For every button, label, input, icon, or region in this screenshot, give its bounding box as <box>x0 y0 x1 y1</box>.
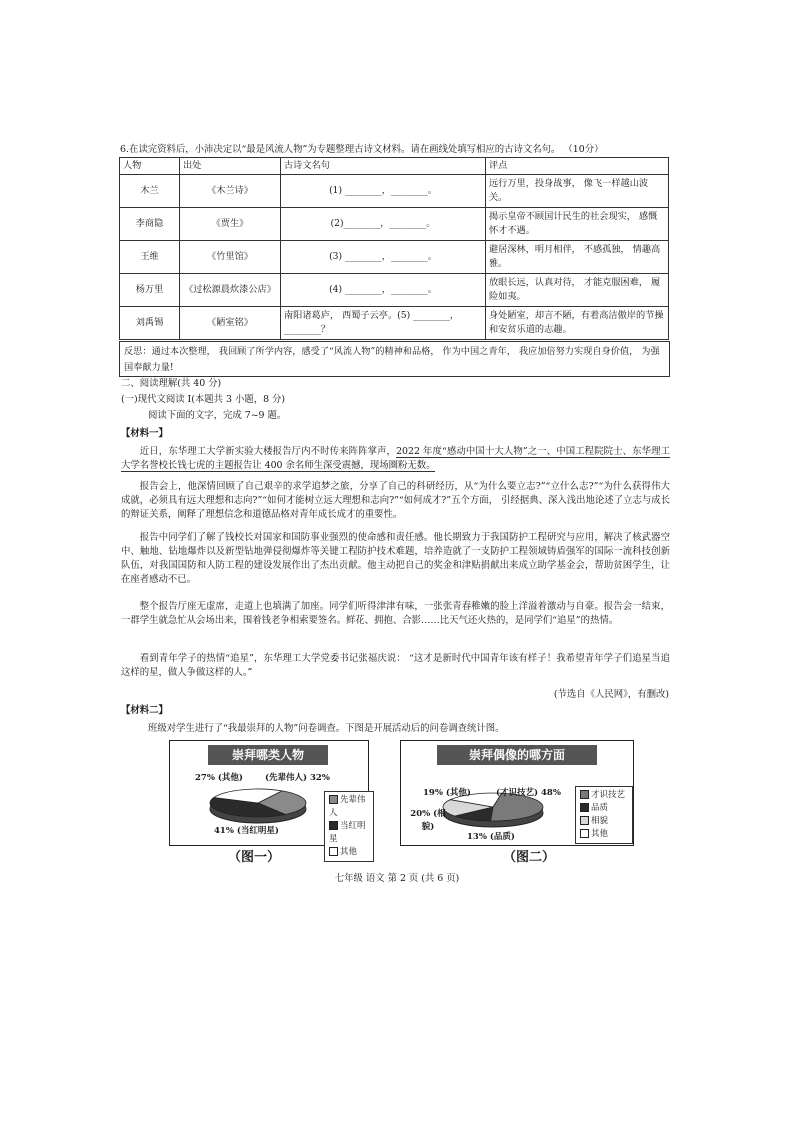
question-6-heading: 6.在读完资料后，小沛决定以“最是风流人物”为专题整理古诗文材料。请在画线处填写相应的古诗文名句。 （10分） <box>120 144 604 155</box>
material-1-label: 【材料一】 <box>121 428 168 439</box>
chart-1-title: 崇拜哪类人物 <box>208 745 328 765</box>
chart-1-frame <box>169 740 369 857</box>
legend-item <box>580 815 628 828</box>
cell-comment: 揭示皇帝不顾国计民生的社会现实， 感慨怀才不遇。 <box>486 208 669 241</box>
legend-label: 其他 <box>591 829 609 839</box>
legend-item <box>580 789 628 802</box>
legend-label: 其他 <box>340 847 358 857</box>
cell-comment: 远行万里，投身战事， 像飞一样越山波关。 <box>486 175 669 208</box>
paragraph-1 <box>121 445 670 473</box>
reflection-box: 反思：通过本次整理， 我回顾了所学内容，感受了“风流人物”的精神和品格， 作为中国之青年， 我应加倍努力实现自身价值， 为强国奉献力量! <box>119 341 670 377</box>
legend-label: 先辈伟人 <box>329 795 366 818</box>
chart-2-label-skills: (才识技艺) 48% <box>496 788 561 798</box>
paragraph-4: 整个报告厅座无虚席，走道上也填满了加座。同学们听得津津有味，一张张青春稚嫩的脸上洋溢着激动与自豪。报告会一结束，一群学生就急忙从会场出来，围着钱老争相索要签名。鲜花、拥抱、合影……比天气还火热的，是同学们“追星”的热情。 <box>121 601 670 627</box>
legend-label: 相貌 <box>591 816 609 826</box>
legend-swatch-other <box>329 847 338 856</box>
cell-blank[interactable]: (3) ________，________。 <box>281 241 486 274</box>
cell-blank[interactable]: (1) ________，________。 <box>281 175 486 208</box>
cell-comment: 避居深林，明月相伴， 不感孤独， 情趣高雅。 <box>486 241 669 274</box>
cell-person: 杨万里 <box>120 274 180 307</box>
cell-person: 木兰 <box>120 175 180 208</box>
section-title: 二、阅读理解(共 40 分) <box>121 378 222 389</box>
cell-source: 《陋室铭》 <box>180 307 281 340</box>
legend-label: 品质 <box>591 803 609 813</box>
legend-item <box>329 820 369 846</box>
cell-source: 《竹里馆》 <box>180 241 281 274</box>
table-row <box>120 307 669 340</box>
table-header-row <box>120 158 669 175</box>
cell-comment: 放眼长远，认真对待， 才能克服困难， 履险如夷。 <box>486 274 669 307</box>
paragraph-1-lead: 近日，东华理工大学新实验大楼报告厅内不时传来阵阵掌声， <box>139 446 397 457</box>
chart-2-legend <box>575 786 633 844</box>
source-note: (节选自《人民网》，有删改) <box>553 689 669 700</box>
subsection-title: (一)现代文阅读 I(本题共 3 小题，8 分) <box>121 394 286 405</box>
page-footer: 七年级 语文 第 2 页 (共 6 页) <box>334 873 460 884</box>
cell-blank[interactable]: (4) ________，________。 <box>281 274 486 307</box>
cell-source: 《贾生》 <box>180 208 281 241</box>
chart-2-label-character: 13% (品质) <box>467 832 515 842</box>
legend-label: 才识技艺 <box>591 790 626 800</box>
table-row <box>120 175 669 208</box>
instruction: 阅读下面的文字，完成 7~9 题。 <box>148 410 287 421</box>
legend-label: 当红明星 <box>329 821 366 844</box>
legend-item <box>329 846 369 859</box>
paragraph-3: 报告中同学们了解了钱校长对国家和国防事业强烈的使命感和责任感。他长期致力于我国防护工程研究与应用，解决了核武器空中、触地、钻地爆炸以及新型钻地弹侵彻爆炸等关键工程防护技术难题，培养造就了一支防护工程领域铸盾强军的国际一流科技创新队伍，对我国国防和人防工程的建设发展作出了杰出贡献。他主动把自己的奖金和津贴捐献出来成立助学基金会，帮助贫困学生，让在座者感动不已。 <box>121 532 670 586</box>
legend-swatch-looks <box>580 816 589 825</box>
figure-1-caption: （图一） <box>228 850 281 865</box>
cell-source: 《过松源晨炊漆公店》 <box>180 274 281 307</box>
cell-source: 《木兰诗》 <box>180 175 281 208</box>
cell-person: 刘禹锡 <box>120 307 180 340</box>
table-row <box>120 274 669 307</box>
underlined-sentence: 2022 年度“感动中国十大人物”之一、中国工程院院士、东华理工大学名誉校长钱七虎的主题报告让 400 余名师生深受震撼，现场圈粉无数。 <box>121 446 670 472</box>
header-comment: 评点 <box>486 158 669 175</box>
table-row <box>120 241 669 274</box>
chart-1-legend <box>324 791 374 862</box>
chart-1-label-other: 27% (其他) <box>195 773 243 783</box>
paragraph-5: 看到青年学子的热情“追星”，东华理工大学党委书记张福庆说： “这才是新时代中国青年该有样子！我希望青年学子们追星当追这样的星，做人争做这样的人。” <box>121 653 670 679</box>
chart-2-label-looks: 20% (相貌) <box>410 809 446 832</box>
chart-2-label-other: 19% (其他) <box>423 788 471 798</box>
legend-swatch-leaders <box>329 795 338 804</box>
cell-person: 王维 <box>120 241 180 274</box>
legend-item <box>329 794 369 820</box>
legend-swatch-stars <box>329 821 338 830</box>
header-source: 出处 <box>180 158 281 175</box>
legend-swatch-other <box>580 829 589 838</box>
legend-item <box>580 802 628 815</box>
cell-blank[interactable]: (2)________，________。 <box>281 208 486 241</box>
chart-2-title: 崇拜偶像的哪方面 <box>437 745 597 765</box>
figure-2-caption: （图二） <box>503 850 556 865</box>
paragraph-6: 班级对学生进行了“我最崇拜的人物”问卷调查。下图是开展活动后的问卷调查统计图。 <box>148 723 505 734</box>
header-person: 人物 <box>120 158 180 175</box>
poem-table <box>119 157 669 340</box>
cell-comment: 身处陋室，却言不陋，有着高洁傲岸的节操和安贫乐道的志趣。 <box>486 307 669 340</box>
chart-1-label-leaders: (先辈伟人) 32% <box>265 773 330 783</box>
chart-2-frame <box>400 740 634 846</box>
chart-1-label-stars: 41% (当红明星) <box>214 826 279 836</box>
legend-item <box>580 828 628 841</box>
legend-swatch-skills <box>580 790 589 799</box>
table-row <box>120 208 669 241</box>
header-poem-line: 古诗文名句 <box>281 158 486 175</box>
cell-blank[interactable]: 南阳诸葛庐， 西蜀子云亭。(5) ________， ________？ <box>281 307 486 340</box>
material-2-label: 【材料二】 <box>121 705 168 716</box>
paragraph-2: 报告会上，他深情回顾了自己艰辛的求学追梦之旅，分享了自己的科研经历，从“为什么要立志?”“立什么志?”“为什么获得伟大成就，必须具有远大理想和志向?”“如何才能树立远大理想和志向?”“如何成才?”五个方面， 引经据典、深入浅出地论述了立志与成长的辩证关系，阐释了理想信念和道德品格对青年成长成才的重要性。 <box>121 481 670 521</box>
legend-swatch-character <box>580 803 589 812</box>
cell-person: 李商隐 <box>120 208 180 241</box>
